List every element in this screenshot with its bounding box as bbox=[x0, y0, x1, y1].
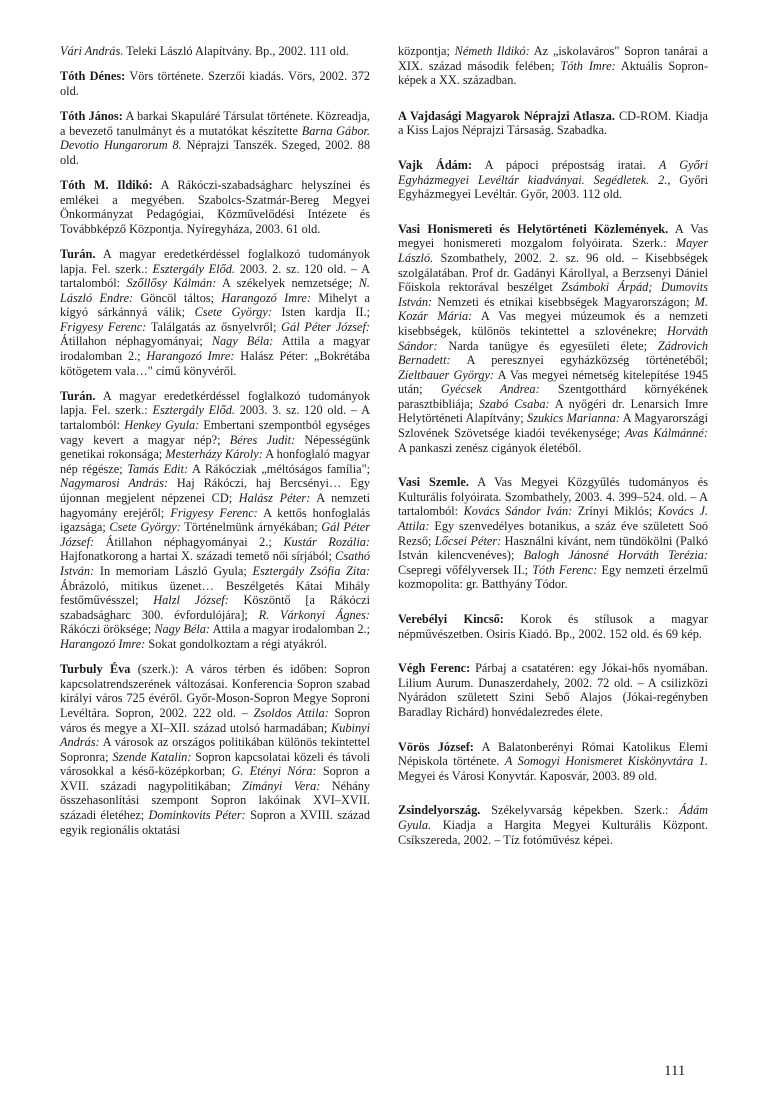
entry-italic-text: Nagy Béla: bbox=[211, 334, 274, 349]
entry-heading: Turbuly Éva bbox=[60, 662, 131, 677]
entry-text: Korok és stílusok a magyar népművészetben. Osiris Kiadó. Bp., 2002. 152 old. és 69 kép. bbox=[398, 612, 708, 641]
entry-text: Használni kívánt, nem tündökölni (Palkó István kilencvenéves); bbox=[398, 533, 708, 563]
entry-heading: Turán. bbox=[60, 246, 96, 261]
entry-italic-text: Zsámboki Árpád; Dumovits István: bbox=[398, 280, 708, 309]
entry-text: A nemzeti hagyomány erejéről; bbox=[60, 491, 371, 520]
entry-heading: A Vajdasági Magyarok Néprajzi Atlasza. bbox=[398, 108, 615, 123]
entry-text: 2003. 2. sz. 120 old. – A tartalomból: bbox=[60, 261, 371, 291]
entry-text: A Vas megyei múzeumok és a nemzeti kisebbségek, különös tekintettel a szlovénekre; bbox=[398, 309, 708, 338]
entry-text: 2003. 3. sz. 120 old. – A tartalomból: bbox=[60, 403, 371, 433]
entry-italic-text: Gál Péter József: bbox=[281, 319, 370, 334]
entry-italic-text: Dominkovits Péter: bbox=[148, 808, 246, 823]
entry-italic-text: Nagy Béla: bbox=[154, 622, 211, 637]
entry-italic-text: Halász Péter: bbox=[238, 491, 311, 505]
entry-text: Megyei és Városi Konyvtár. Kaposvár, 2003. 89 old. bbox=[398, 768, 658, 783]
entry-italic-text: Béres Judit: bbox=[229, 432, 296, 447]
entry-text: Egy nemzeti érzelmű kozmopolita: gr. Batthyány Tódor. bbox=[398, 562, 708, 592]
bibliography-entry bbox=[398, 612, 708, 641]
entry-text: Mihelyt a kígyó sárkánnyá válik; bbox=[60, 290, 371, 320]
entry-italic-text: N. László Endre: bbox=[60, 276, 371, 305]
entry-text: Zrínyi Miklós; bbox=[572, 504, 658, 519]
entry-italic-text: Mesterházy Károly: bbox=[165, 447, 263, 462]
entry-text: Ábrázoló, mitikus üzenet… Beszélgetés Kátai Mihály festőművésszel; bbox=[60, 578, 370, 608]
entry-text: Az „iskolaváros" Sopron tanárai a XIX. század második felében; bbox=[398, 44, 709, 73]
entry-italic-text: Tamás Edit: bbox=[127, 461, 189, 476]
entry-text: In memoriam László Gyula; bbox=[94, 563, 253, 578]
entry-heading: Turán. bbox=[60, 388, 96, 403]
entry-italic-text: Esztergály Előd. bbox=[152, 403, 235, 418]
entry-italic-text: Vári András bbox=[60, 44, 121, 58]
entry-text: Attila a magyar irodalomban 2.; bbox=[210, 622, 370, 637]
entry-text: A magyar eredetkérdéssel foglalkozó tudományok lapja. Fel. szerk.: bbox=[60, 246, 370, 276]
bibliography-entry bbox=[60, 44, 370, 59]
entry-text: Győri Egyházmegyei Levéltár. Győr, 2003. 112 old. bbox=[398, 172, 708, 202]
bibliography-entry bbox=[398, 475, 708, 592]
entry-text: Aktuális Sopron-képek a XX. században. bbox=[398, 58, 709, 88]
bibliography-entry bbox=[60, 109, 370, 167]
bibliography-entry bbox=[398, 661, 708, 719]
entry-heading: Végh Ferenc: bbox=[398, 661, 471, 676]
entry-text: Néhány összehasonlítási szempont Sopron lakóinak XVI–XVII. századi életéhez; bbox=[60, 778, 370, 823]
entry-text: A Vas megyei németség kitelepítése 1945 után; bbox=[398, 367, 709, 397]
left-column bbox=[60, 44, 370, 848]
entry-text: A peresznyei egyházközség történetéből; bbox=[450, 353, 708, 368]
entry-italic-text: Frigyesy Ferenc: bbox=[60, 319, 147, 334]
entry-text: Szentgotthárd környékének parasztbibliája; bbox=[398, 382, 708, 411]
entry-italic-text: M. Kozár Mária: bbox=[398, 294, 708, 324]
bibliography-entry bbox=[60, 247, 370, 378]
bibliography-entry bbox=[60, 662, 370, 837]
entry-italic-text: Esztergály Előd. bbox=[152, 261, 235, 276]
entry-italic-text: Németh Ildikó: bbox=[454, 44, 530, 58]
entry-text: Göncöl táltos; bbox=[133, 290, 222, 305]
entry-italic-text: Zsoldos Attila: bbox=[253, 705, 329, 720]
entry-text: A honfoglaló magyar nép régésze; bbox=[60, 447, 370, 476]
entry-italic-text: Esztergály Zsófia Zita: bbox=[252, 563, 370, 578]
entry-heading: Verebélyi Kincső: bbox=[398, 612, 504, 626]
entry-italic-text: Mayer László. bbox=[398, 236, 708, 265]
entry-text: A Balatonberényi Római Katolikus Elemi Népiskola története. bbox=[398, 739, 708, 769]
bibliography-entry bbox=[398, 222, 708, 456]
entry-text: Történelmünk árnyékában; bbox=[180, 520, 322, 535]
entry-italic-text: Nagymarosi András: bbox=[60, 476, 168, 491]
entry-italic-text: Kubinyi András: bbox=[60, 720, 370, 750]
entry-heading: Vasi Szemle. bbox=[398, 475, 469, 490]
entry-heading: Zsindelyország. bbox=[398, 803, 481, 818]
entry-italic-text: Csete György: bbox=[194, 305, 272, 320]
entry-text: Sopron város és megye a XI–XII. század utolsó harmadában; bbox=[60, 705, 370, 735]
entry-text: A kettős honfoglalás igazsága; bbox=[60, 505, 370, 535]
page-number: 111 bbox=[664, 1063, 686, 1079]
entry-text: Attila a magyar irodalomban 2.; bbox=[60, 334, 370, 364]
entry-italic-text: Gyécsek Andrea: bbox=[440, 382, 540, 397]
entry-italic-text: Zimányi Vera: bbox=[242, 778, 321, 793]
entry-text: Csepregi vőfélyversek II.; bbox=[398, 562, 533, 577]
bibliography-entry bbox=[398, 109, 708, 138]
entry-italic-text: Ádám Gyula. bbox=[398, 803, 708, 832]
right-column bbox=[398, 44, 708, 867]
entry-heading: Vajk Ádám: bbox=[398, 157, 473, 172]
entry-text: . Teleki László Alapítvány. Bp., 2002. 111 old. bbox=[120, 44, 349, 58]
entry-text: A városok az országos politikában különös tekintettel Sopronra; bbox=[60, 735, 370, 764]
entry-text: A Rákóczi-szabadságharc helyszínei és emlékei a megyében. Szabolcs-Szatmár-Bereg Megyei Önkormányzat Pedagógiai, Közművelődési Intézete és Továbbképző Központja. Nyíregyháza, 2003. 61 old. bbox=[60, 177, 371, 236]
entry-italic-text: Harangozó Imre: bbox=[221, 290, 311, 305]
entry-italic-text: Tóth Imre: bbox=[560, 58, 616, 73]
entry-italic-text: A Somogyi Honismeret Kiskönyvtára 1. bbox=[504, 754, 708, 769]
entry-italic-text: Szukics Marianna: bbox=[527, 411, 620, 426]
entry-italic-text: Zádrovich Bernadett: bbox=[398, 338, 708, 368]
entry-italic-text: Frigyesy Ferenc: bbox=[170, 505, 258, 520]
bibliography-entry bbox=[60, 389, 370, 652]
entry-italic-text: A Győri Egyházmegyei Levéltár kiadványai. Segédletek. 2., bbox=[398, 157, 708, 187]
entry-italic-text: R. Várkonyi Ágnes: bbox=[258, 607, 370, 622]
entry-text: Székelyvarság képekben. Szerk.: bbox=[480, 803, 680, 818]
entry-text: központja; bbox=[398, 44, 455, 58]
bibliography-entry bbox=[398, 803, 708, 847]
entry-text: Sokat gondolkoztam a régi atyákról. bbox=[145, 636, 327, 651]
entry-italic-text: Szabó Csaba: bbox=[478, 396, 550, 411]
entry-text: Találgatás az ősnyelvről; bbox=[146, 319, 282, 334]
entry-text: A székelyek nemzetsége; bbox=[216, 276, 359, 291]
entry-text: Szombathely, 2002. 2. sz. 96 old. – Kisebbségek szolgálatában. Prof dr. Gadányi Károllyal, a Berzsenyi Dániel Főiskola rektorával beszélget bbox=[398, 250, 708, 295]
entry-heading: Tóth János: bbox=[60, 108, 123, 123]
bibliography-entry bbox=[398, 740, 708, 784]
entry-italic-text: Szőllősy Kálmán: bbox=[126, 276, 217, 291]
entry-text: Átillahon néphagyományai; bbox=[60, 334, 212, 349]
entry-italic-text: Barna Gábor. Devotio Hungarorum 8. bbox=[60, 123, 371, 153]
entry-heading: Vörös József: bbox=[398, 739, 474, 754]
entry-italic-text: Gál Péter József: bbox=[60, 520, 370, 549]
entry-italic-text: Balogh Jánosné Horváth Terézia: bbox=[523, 548, 708, 563]
entry-italic-text: Kovács Sándor Iván: bbox=[463, 504, 573, 519]
entry-text: Haj Rákóczi, haj Bercsényi… Egy újonnan megjelent népzenei CD; bbox=[60, 476, 370, 505]
entry-text: A nyőgéri dr. Lenarsich Imre Helytörténeti Alapítvány; bbox=[398, 396, 708, 426]
entry-text: (szerk.): A város térben és időben: Sopron kapcsolatrendszerének változásai. Konferencia Sopron szabad királyi város 725 évéről. Győr-Moson-Sopron Megye Soproni Levéltára. Sopron, 2002. 222 old. – bbox=[60, 662, 370, 720]
entry-text: CD-ROM. Kiadja a Kiss Lajos Néprajzi Társaság. Szabadka. bbox=[398, 108, 708, 138]
entry-text: A barkai Skapuláré Társulat története. Közreadja, a bevezető tanulmányt és a mutatókat készítette bbox=[60, 108, 370, 138]
entry-heading: Tóth Dénes: bbox=[60, 69, 126, 84]
entry-text: Halász Péter: „Bokrétába kötögetem vala…" című könyvéről. bbox=[60, 349, 370, 378]
entry-text: Rákóczi öröksége; bbox=[60, 622, 155, 637]
entry-text: Sopron kapcsolatai közeli és távoli városokkal a késő-középkorban; bbox=[60, 749, 370, 779]
entry-italic-text: Horváth Sándor: bbox=[398, 323, 708, 353]
entry-text: Sopron a XVIII. század egyik regionális oktatási bbox=[60, 808, 370, 837]
entry-text: Átillahon néphagyományai 2.; bbox=[94, 534, 284, 549]
entry-text: Vörs története. Szerzői kiadás. Vörs, 2002. 372 old. bbox=[60, 69, 370, 98]
bibliography-entry bbox=[60, 69, 370, 98]
bibliography-entry bbox=[60, 178, 370, 236]
entry-text: Köszöntő [a Rákóczi szabadságharc 300. évfordulójára]; bbox=[60, 593, 370, 622]
entry-italic-text: Halzl József: bbox=[153, 593, 229, 608]
entry-italic-text: Lőcsei Péter: bbox=[434, 533, 502, 548]
bibliography-entry bbox=[398, 44, 708, 88]
entry-text: A magyar eredetkérdéssel foglalkozó tudományok lapja. Fel. szerk.: bbox=[60, 388, 370, 418]
entry-italic-text: Tóth Ferenc: bbox=[532, 562, 598, 577]
entry-text: A pápoci prépostság iratai. bbox=[472, 157, 659, 172]
entry-text: Néprajzi Tanszék. Szeged, 2002. 88 old. bbox=[60, 138, 370, 167]
entry-text: Sopron a XVII. századi nagypolitikában; bbox=[60, 764, 370, 793]
entry-italic-text: Kustár Rozália: bbox=[283, 534, 371, 549]
entry-text: Egy szenvedélyes botanikus, a száz éve született Soó Rezső; bbox=[398, 519, 708, 548]
bibliography-entry bbox=[398, 158, 708, 202]
entry-heading: Tóth M. Ildikó: bbox=[60, 177, 153, 192]
entry-text: Párbaj a csatatéren: egy Jókai-hős nyomában. Lilium Aurum. Dunaszerdahely, 2002. 72 old. – A csilizközi Nyárádon született Szini Sebő Alajos (Jókai-regényben Baradlay Richárd) honvédalezredes élete. bbox=[398, 661, 708, 719]
entry-text: Kiadja a Hargita Megyei Kulturális Központ. Csíkszereda, 2002. – Tíz fotóművész képei. bbox=[398, 817, 708, 847]
entry-heading: Vasi Honismereti és Helytörténeti Közlemények. bbox=[398, 221, 669, 236]
entry-italic-text: Szende Katalin: bbox=[112, 749, 192, 764]
entry-text: Narda tanügye és egyesületi élete; bbox=[437, 338, 658, 353]
entry-text: A Magyarországi Szlovének Szövetsége kiadói tevékenysége; bbox=[398, 411, 708, 441]
entry-italic-text: Csete György: bbox=[109, 520, 181, 535]
entry-text: Isten kardja II.; bbox=[271, 305, 370, 320]
entry-italic-text: Harangozó Imre: bbox=[60, 636, 146, 651]
entry-italic-text: Csathó István: bbox=[60, 549, 370, 578]
entry-italic-text: G. Etényi Nóra: bbox=[231, 764, 317, 779]
entry-italic-text: Henkey Gyula: bbox=[124, 418, 200, 433]
entry-italic-text: Kovács J. Attila: bbox=[398, 504, 708, 534]
entry-text: A Vas Megyei Közgyűlés tudományos és Kulturális folyóirata. Szombathely, 2003. 4. 399–524. old. – A tartalomból: bbox=[398, 475, 708, 519]
entry-text: A Vas megyei honismereti mozgalom folyóirata. Szerk.: bbox=[398, 221, 709, 251]
entry-italic-text: Harangozó Imre: bbox=[146, 349, 235, 364]
entry-text: Hajfonatkorong a hartai X. századi temető női sírjából; bbox=[60, 549, 336, 564]
entry-text: Népességünk genetikai rokonsága; bbox=[60, 432, 370, 462]
entry-text: A pankaszi zenész cigányok életéből. bbox=[398, 440, 582, 455]
entry-text: Nemzeti és etnikai kisebbségek Magyarországon; bbox=[432, 294, 695, 309]
entry-italic-text: Zieltbauer György: bbox=[398, 367, 495, 382]
entry-text: Embertani szempontból egységes vagy kevert a magyar nép?; bbox=[60, 418, 370, 447]
entry-text: A Rákócziak „méltóságos família"; bbox=[188, 461, 371, 476]
entry-italic-text: Avas Kálmánné: bbox=[625, 426, 708, 441]
